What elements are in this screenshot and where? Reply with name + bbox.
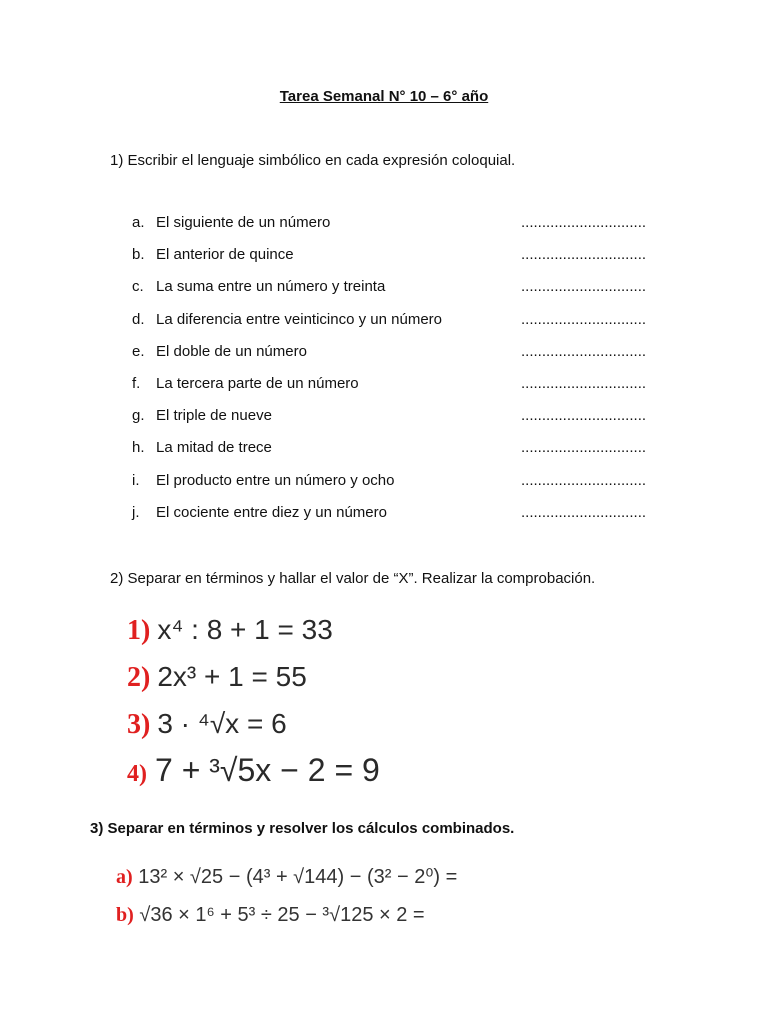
section2-heading: 2) Separar en términos y hallar el valor de “X”. Realizar la comprobación.	[110, 570, 596, 587]
item-letter: c.	[132, 278, 144, 296]
exercise-expression: 13² × √25 − (4³ + √144) − (3² − 2⁰) =	[138, 866, 458, 888]
answer-blank: ..............................	[521, 278, 647, 296]
answer-blank: ..............................	[521, 407, 647, 425]
expression-list	[132, 214, 652, 536]
equation-number: 1)	[127, 615, 151, 646]
equation-3	[127, 708, 287, 741]
answer-blank: ..............................	[521, 310, 647, 328]
list-item	[132, 343, 652, 375]
equation-4	[127, 752, 380, 789]
list-item	[132, 375, 652, 407]
item-letter: h.	[132, 439, 145, 457]
item-letter: e.	[132, 342, 145, 360]
equation-expression: 3 · ⁴√x = 6	[157, 708, 287, 739]
item-text: El siguiente de un número	[156, 214, 331, 231]
list-item	[132, 311, 652, 343]
item-text: El producto entre un número y ocho	[156, 471, 395, 489]
exercise-label: a)	[116, 866, 133, 888]
item-letter: a.	[132, 214, 145, 231]
exercise-expression: √36 × 1⁶ + 5³ ÷ 25 − ³√125 × 2 =	[139, 904, 425, 926]
list-item	[132, 246, 652, 278]
item-letter: i.	[132, 471, 140, 489]
list-item	[132, 214, 652, 246]
answer-blank: ..............................	[521, 214, 647, 231]
answer-blank: ..............................	[521, 246, 647, 264]
item-text: La diferencia entre veinticinco y un número	[156, 310, 442, 328]
item-text: La suma entre un número y treinta	[156, 278, 386, 296]
item-text: El doble de un número	[156, 342, 307, 360]
item-text: El anterior de quince	[156, 246, 294, 264]
item-letter: j.	[132, 503, 140, 521]
item-text: El cociente entre diez y un número	[156, 503, 387, 521]
list-item	[132, 472, 652, 504]
exercise-b	[116, 904, 425, 927]
equation-number: 3)	[127, 709, 151, 740]
equation-number: 2)	[127, 662, 151, 693]
equation-number: 4)	[127, 761, 147, 787]
list-item	[132, 407, 652, 439]
equation-2	[127, 661, 307, 694]
item-text: El triple de nueve	[156, 407, 272, 425]
answer-blank: ..............................	[521, 439, 647, 457]
answer-blank: ..............................	[521, 503, 647, 521]
item-letter: d.	[132, 310, 145, 328]
answer-blank: ..............................	[521, 471, 647, 489]
item-text: La tercera parte de un número	[156, 374, 359, 392]
section3-heading: 3) Separar en términos y resolver los cálculos combinados.	[90, 820, 515, 837]
item-text: La mitad de trece	[156, 439, 272, 457]
list-item	[132, 504, 652, 536]
exercise-label: b)	[116, 904, 134, 926]
section1-heading: 1) Escribir el lenguaje simbólico en cada expresión coloquial.	[110, 152, 516, 169]
equation-1	[127, 614, 333, 647]
answer-blank: ..............................	[521, 374, 647, 392]
equation-expression: 2x³ + 1 = 55	[157, 661, 307, 692]
equation-expression: x⁴ : 8 + 1 = 33	[157, 614, 333, 645]
page-title: Tarea Semanal N° 10 – 6° año	[279, 88, 489, 105]
list-item	[132, 439, 652, 471]
exercise-a	[116, 864, 457, 889]
answer-blank: ..............................	[521, 342, 647, 360]
item-letter: b.	[132, 246, 145, 264]
item-letter: g.	[132, 407, 145, 425]
list-item	[132, 278, 652, 310]
equation-expression: 7 + ³√5x − 2 = 9	[155, 752, 380, 788]
item-letter: f.	[132, 374, 141, 392]
